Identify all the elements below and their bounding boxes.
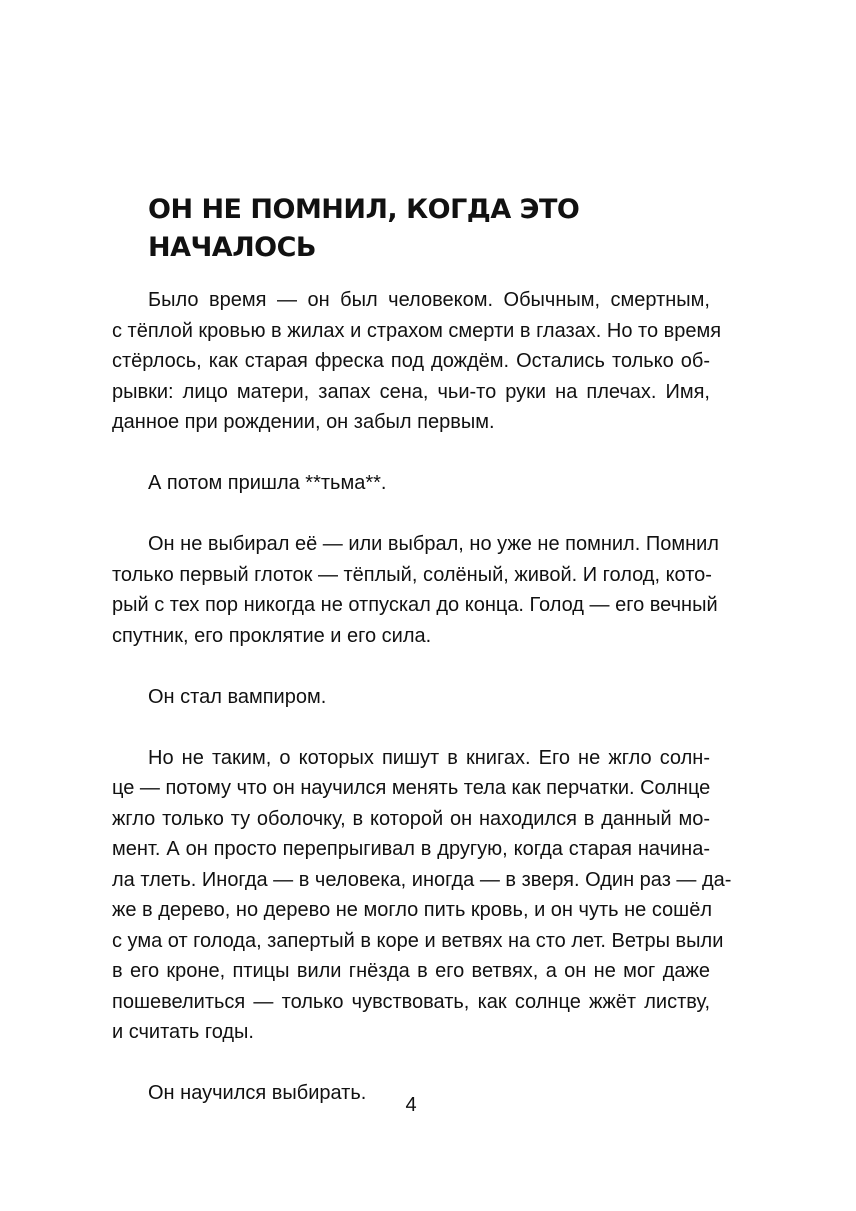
text-line: рывки: лицо матери, запах сена, чьи-то руки на плечах. Имя,	[112, 380, 710, 403]
text-line: данное при рождении, он забыл первым.	[112, 411, 495, 433]
text-line: же в дерево, но дерево не могло пить кровь, и он чуть не сошёл	[112, 899, 712, 921]
text-line: А потом пришла **тьма**.	[148, 472, 387, 494]
paragraph	[112, 285, 722, 438]
chapter-title-line: ОН НЕ ПОМНИЛ, КОГДА ЭТО	[148, 194, 580, 225]
paragraph	[112, 468, 710, 499]
text-line: с ума от голода, запертый в коре и ветвях на сто лет. Ветры выли	[112, 929, 724, 952]
text-line: пошевелиться — только чувствовать, как солнце жжёт листву,	[112, 990, 710, 1013]
text-line: Он стал вампиром.	[148, 685, 327, 708]
chapter-title	[148, 191, 708, 267]
page-number: 4	[405, 1094, 417, 1116]
text-line: спутник, его проклятие и его сила.	[112, 624, 432, 647]
text-line: рый с тех пор никогда не отпускал до конца. Голод — его вечный	[112, 594, 718, 616]
paragraph	[112, 682, 710, 713]
chapter-title-line: НАЧАЛОСЬ	[148, 232, 316, 263]
text-line: с тёплой кровью в жилах и страхом смерти в глазах. Но то время	[112, 319, 722, 342]
text-line: Было время — он был человеком. Обычным, смертным,	[148, 289, 710, 311]
paragraph	[112, 743, 732, 1048]
text-line: це — потому что он научился менять тела как перчатки. Солнце	[112, 777, 711, 799]
text-line: ла тлеть. Иногда — в человека, иногда — в зверя. Один раз — да-	[112, 868, 732, 891]
text-line: жгло только ту оболочку, в которой он находился в данный мо-	[112, 807, 710, 830]
paragraph	[112, 529, 719, 651]
text-line: и считать годы.	[112, 1021, 254, 1043]
text-line: только первый глоток — тёплый, солёный, живой. И голод, кото-	[112, 563, 712, 586]
text-line: Он не выбирал её — или выбрал, но уже не помнил. Помнил	[148, 533, 719, 555]
text-line: Он научился выбирать.	[148, 1082, 367, 1104]
text-line: Но не таким, о которых пишут в книгах. Его не жгло солн-	[148, 746, 710, 769]
text-line: стёрлось, как старая фреска под дождём. Остались только об-	[112, 350, 710, 372]
chapter-body	[112, 285, 732, 1139]
text-line: в его кроне, птицы вили гнёзда в его ветвях, а он не мог даже	[112, 960, 710, 982]
text-line: мент. А он просто перепрыгивал в другую, когда старая начина-	[112, 838, 710, 860]
